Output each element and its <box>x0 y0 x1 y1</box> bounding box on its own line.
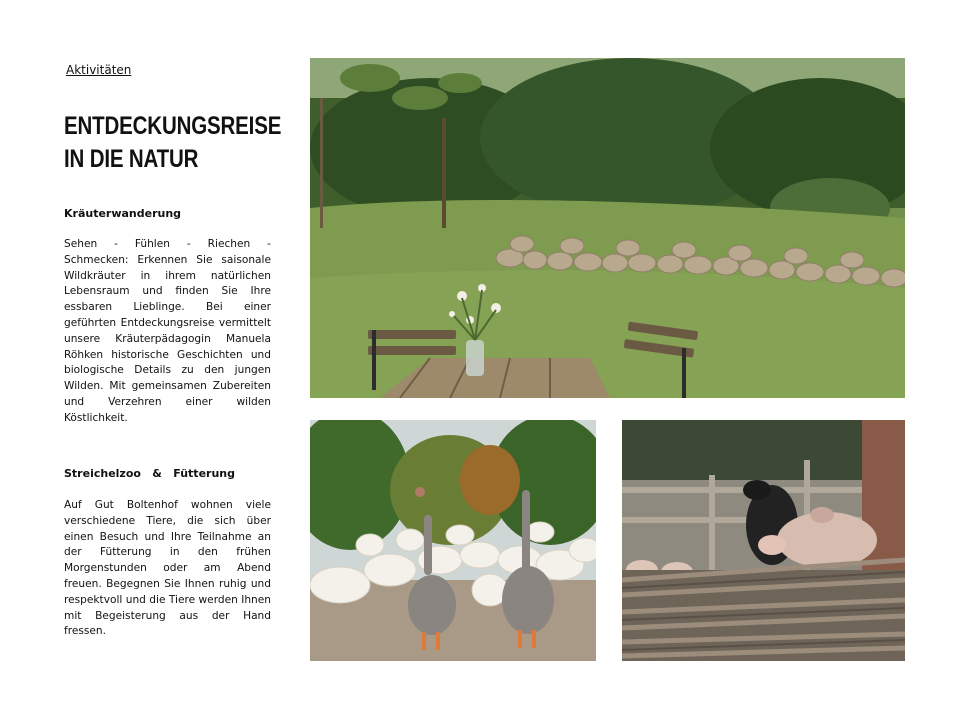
section-heading-herbs: Kräuterwanderung <box>64 207 182 220</box>
section-body-herbs: Sehen - Fühlen - Riechen - Schmecken: Erkennen Sie saisonale Wildkräuter in ihrem natürlichen Lebensraum und finden Sie Ihre essbaren Lieblinge. Bei einer geführten Entdeckungsreise vermittelt unsere Kräuterpädagogin Manuela Röhken historische Geschichten und biologische Details zu den jungen Wilden. Mit gemeinsamen Zubereiten und Verzehren einer wilden Köstlichkeit. <box>64 238 271 424</box>
geese-flock-photo <box>310 420 596 661</box>
page-title <box>64 110 282 176</box>
section-heading-petting-zoo <box>64 467 271 480</box>
breadcrumb-link[interactable]: Aktivitäten <box>66 63 132 77</box>
garden-table-photo <box>310 58 905 398</box>
heading-part-3: Fütterung <box>173 467 235 480</box>
pigs-behind-fence-photo <box>622 420 905 661</box>
page-title-line-1: ENTDECKUNGSREISE <box>64 112 282 140</box>
section-body-petting-zoo: Auf Gut Boltenhof wohnen viele verschiedene Tiere, die sich über einen Besuch und Ihre Teilnahme an der Fütterung in den frühen Morgenstunden oder am Abend freuen. Begegnen Sie Ihnen ruhig und respektvoll und die Tiere werden Ihnen mit Begeisterung aus der Hand fressen. <box>64 499 271 638</box>
page-title-line-2: IN DIE NATUR <box>64 145 199 173</box>
heading-part-2: & <box>152 467 162 480</box>
heading-part-1: Streichelzoo <box>64 467 141 480</box>
